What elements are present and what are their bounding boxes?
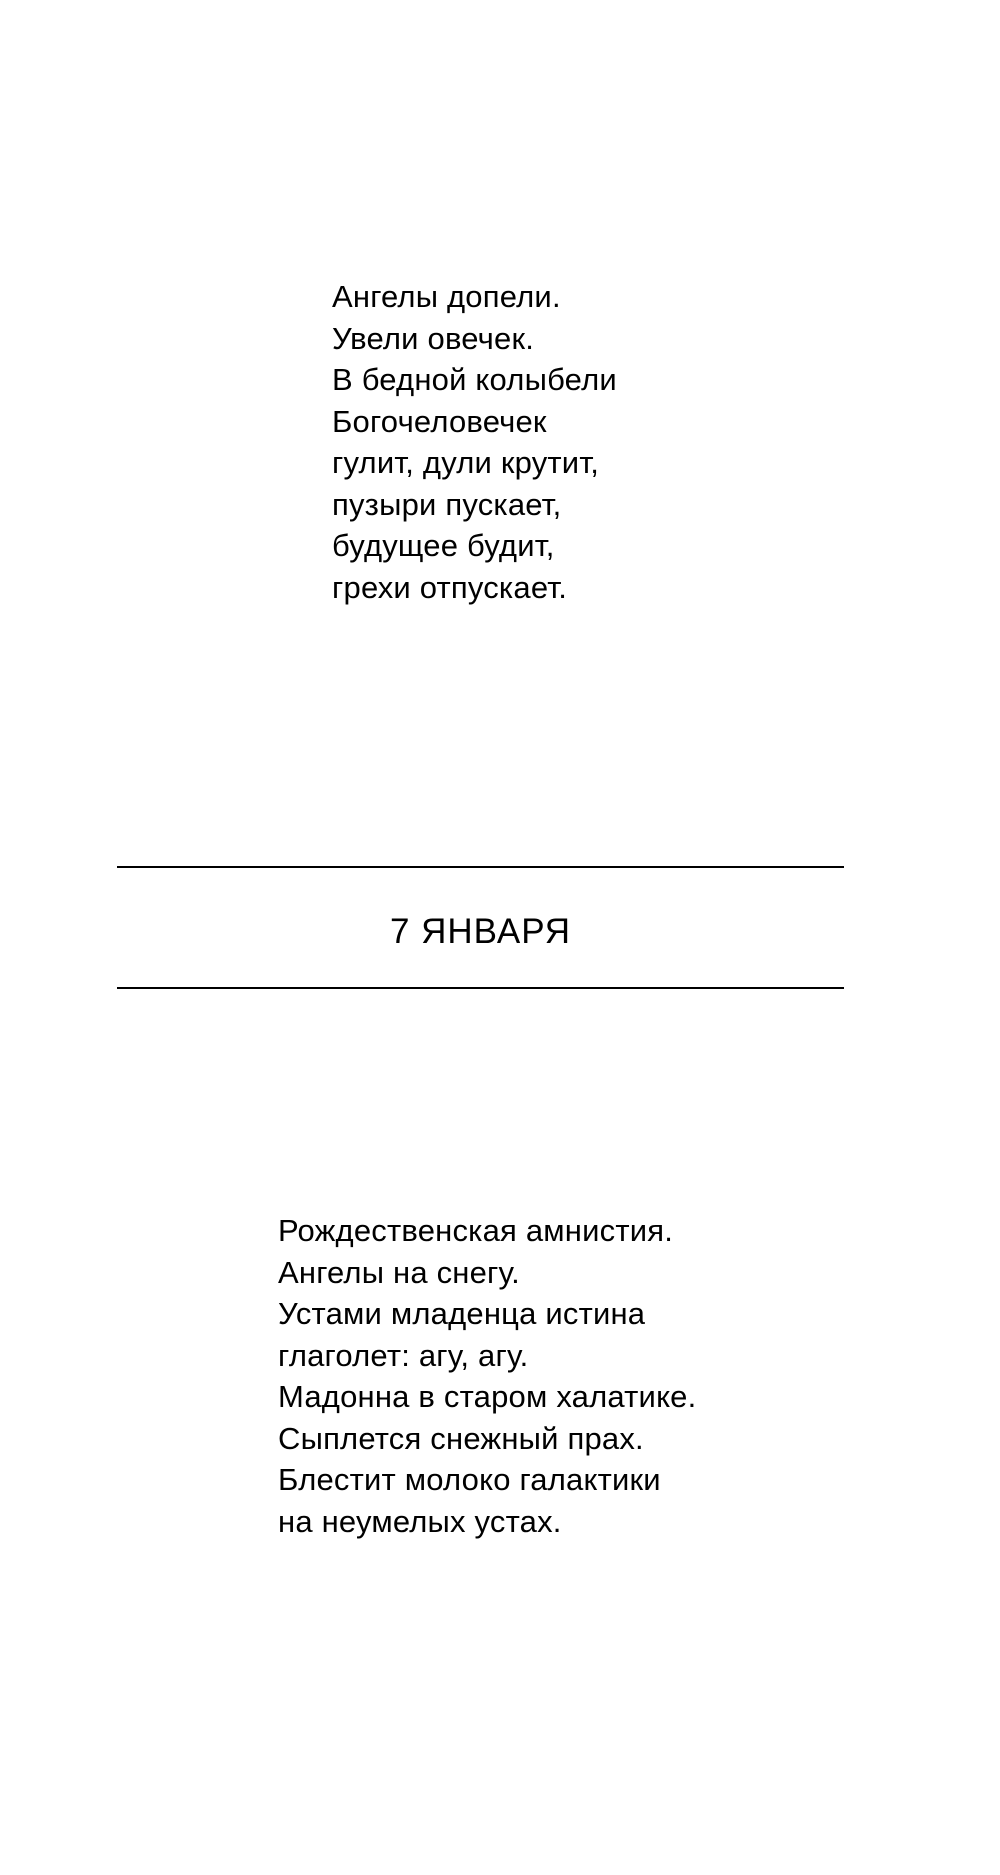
poem-line: В бедной колыбели (332, 362, 617, 397)
poem-line: Увели овечек. (332, 320, 535, 356)
poem-first (332, 276, 617, 608)
poem-line: Рождественская амнистия. (278, 1213, 674, 1248)
divider-bottom (117, 987, 844, 989)
date-heading: 7 ЯНВАРЯ (389, 912, 572, 951)
poem-line: Ангелы допели. (332, 279, 561, 314)
poem-line: грехи отпускает. (332, 569, 568, 605)
divider-top (117, 866, 844, 868)
poem-line: Сыплется снежный прах. (278, 1420, 644, 1456)
poem-second (278, 1210, 696, 1542)
poem-line: будущее будит, (332, 528, 555, 563)
poem-line: пузыри пускает, (332, 486, 562, 522)
poem-line: Богочеловечек (332, 403, 547, 439)
poem-line: гулит, дули крутит, (332, 445, 600, 480)
poem-line: Ангелы на снегу. (278, 1254, 520, 1290)
poem-line: на неумелых устах. (278, 1503, 562, 1539)
poem-line: Мадонна в старом халатике. (278, 1379, 697, 1414)
poem-line: Устами младенца истина (278, 1296, 646, 1331)
poem-line: глаголет: агу, агу. (278, 1337, 529, 1373)
poem-line: Блестит молоко галактики (278, 1462, 661, 1497)
